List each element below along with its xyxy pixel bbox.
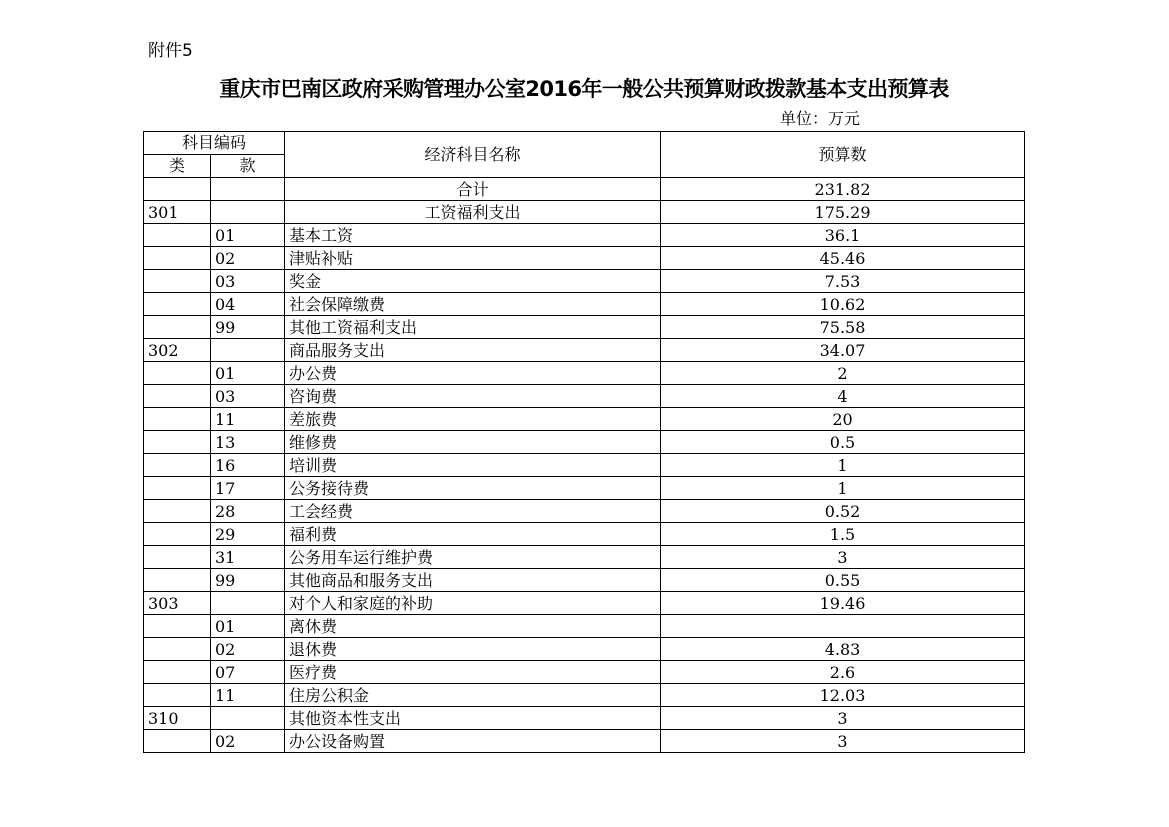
cell-lei <box>144 477 211 500</box>
cell-kuan: 16 <box>211 454 285 477</box>
table-row <box>144 316 1025 339</box>
attachment-label: 附件5 <box>148 41 193 61</box>
cell-amount: 1 <box>661 477 1025 500</box>
cell-amount: 3 <box>661 546 1025 569</box>
cell-name: 津贴补贴 <box>285 247 661 270</box>
cell-lei <box>144 247 211 270</box>
cell-amount: 2 <box>661 362 1025 385</box>
cell-name: 离休费 <box>285 615 661 638</box>
cell-kuan <box>211 201 285 224</box>
cell-lei <box>144 316 211 339</box>
header-kuan: 款 <box>211 155 285 178</box>
cell-lei <box>144 546 211 569</box>
cell-name: 差旅费 <box>285 408 661 431</box>
table-row <box>144 339 1025 362</box>
cell-kuan <box>211 592 285 615</box>
cell-name: 办公设备购置 <box>285 730 661 753</box>
table-row <box>144 385 1025 408</box>
cell-name: 工会经费 <box>285 500 661 523</box>
page-title: 重庆市巴南区政府采购管理办公室2016年一般公共预算财政拨款基本支出预算表 <box>219 77 949 101</box>
cell-kuan: 99 <box>211 569 285 592</box>
header-code-group: 科目编码 <box>144 132 285 155</box>
cell-lei <box>144 500 211 523</box>
table-row <box>144 684 1025 707</box>
table-row <box>144 523 1025 546</box>
cell-lei <box>144 615 211 638</box>
table-body <box>144 178 1025 753</box>
cell-amount: 0.52 <box>661 500 1025 523</box>
cell-name: 商品服务支出 <box>285 339 661 362</box>
cell-kuan: 04 <box>211 293 285 316</box>
table-row <box>144 201 1025 224</box>
budget-table <box>143 131 1025 753</box>
table-row <box>144 270 1025 293</box>
cell-amount: 19.46 <box>661 592 1025 615</box>
cell-amount: 231.82 <box>661 178 1025 201</box>
cell-amount: 7.53 <box>661 270 1025 293</box>
unit-label: 单位：万元 <box>780 109 861 128</box>
cell-amount: 3 <box>661 730 1025 753</box>
table-row <box>144 362 1025 385</box>
cell-lei <box>144 684 211 707</box>
cell-name: 合计 <box>285 178 661 201</box>
cell-name: 公务接待费 <box>285 477 661 500</box>
table-row <box>144 615 1025 638</box>
cell-kuan: 02 <box>211 247 285 270</box>
header-lei: 类 <box>144 155 211 178</box>
cell-kuan: 03 <box>211 385 285 408</box>
cell-name: 工资福利支出 <box>285 201 661 224</box>
cell-amount: 1.5 <box>661 523 1025 546</box>
cell-name: 维修费 <box>285 431 661 454</box>
header-amount: 预算数 <box>661 132 1025 178</box>
cell-kuan: 02 <box>211 638 285 661</box>
cell-name: 办公费 <box>285 362 661 385</box>
cell-name: 其他工资福利支出 <box>285 316 661 339</box>
cell-amount: 4 <box>661 385 1025 408</box>
cell-name: 咨询费 <box>285 385 661 408</box>
cell-lei: 301 <box>144 201 211 224</box>
cell-kuan: 03 <box>211 270 285 293</box>
cell-amount: 75.58 <box>661 316 1025 339</box>
cell-kuan: 99 <box>211 316 285 339</box>
table-row <box>144 500 1025 523</box>
cell-kuan <box>211 339 285 362</box>
cell-kuan: 11 <box>211 408 285 431</box>
cell-amount: 3 <box>661 707 1025 730</box>
cell-lei <box>144 408 211 431</box>
cell-name: 对个人和家庭的补助 <box>285 592 661 615</box>
cell-kuan: 29 <box>211 523 285 546</box>
cell-name: 医疗费 <box>285 661 661 684</box>
cell-name: 奖金 <box>285 270 661 293</box>
table-row <box>144 247 1025 270</box>
cell-lei <box>144 362 211 385</box>
table-row <box>144 730 1025 753</box>
cell-kuan: 01 <box>211 615 285 638</box>
cell-lei <box>144 523 211 546</box>
cell-amount: 45.46 <box>661 247 1025 270</box>
cell-amount: 36.1 <box>661 224 1025 247</box>
cell-name: 退休费 <box>285 638 661 661</box>
cell-name: 其他资本性支出 <box>285 707 661 730</box>
cell-kuan: 11 <box>211 684 285 707</box>
cell-kuan: 01 <box>211 362 285 385</box>
cell-lei <box>144 293 211 316</box>
cell-lei <box>144 661 211 684</box>
cell-amount: 175.29 <box>661 201 1025 224</box>
cell-amount: 10.62 <box>661 293 1025 316</box>
table-row <box>144 638 1025 661</box>
cell-lei <box>144 431 211 454</box>
table-row <box>144 707 1025 730</box>
cell-lei <box>144 385 211 408</box>
cell-kuan: 01 <box>211 224 285 247</box>
table-row <box>144 477 1025 500</box>
table-row <box>144 178 1025 201</box>
cell-amount: 2.6 <box>661 661 1025 684</box>
cell-kuan: 02 <box>211 730 285 753</box>
table-row <box>144 454 1025 477</box>
table-row <box>144 408 1025 431</box>
cell-amount: 0.55 <box>661 569 1025 592</box>
cell-lei <box>144 224 211 247</box>
table-header <box>144 132 1025 178</box>
table-row <box>144 569 1025 592</box>
table-row <box>144 546 1025 569</box>
cell-kuan <box>211 178 285 201</box>
cell-lei <box>144 178 211 201</box>
cell-lei: 310 <box>144 707 211 730</box>
table-row <box>144 592 1025 615</box>
cell-amount: 20 <box>661 408 1025 431</box>
cell-kuan: 28 <box>211 500 285 523</box>
cell-lei <box>144 730 211 753</box>
cell-lei <box>144 569 211 592</box>
cell-name: 社会保障缴费 <box>285 293 661 316</box>
table-row <box>144 431 1025 454</box>
cell-amount: 34.07 <box>661 339 1025 362</box>
cell-lei <box>144 638 211 661</box>
cell-kuan: 07 <box>211 661 285 684</box>
cell-amount: 0.5 <box>661 431 1025 454</box>
cell-name: 住房公积金 <box>285 684 661 707</box>
cell-lei: 302 <box>144 339 211 362</box>
table-row <box>144 293 1025 316</box>
cell-lei <box>144 454 211 477</box>
table-row <box>144 661 1025 684</box>
cell-lei: 303 <box>144 592 211 615</box>
cell-amount: 1 <box>661 454 1025 477</box>
cell-name: 福利费 <box>285 523 661 546</box>
cell-kuan: 13 <box>211 431 285 454</box>
cell-name: 基本工资 <box>285 224 661 247</box>
table-row <box>144 224 1025 247</box>
header-name: 经济科目名称 <box>285 132 661 178</box>
cell-amount: 4.83 <box>661 638 1025 661</box>
cell-amount: 12.03 <box>661 684 1025 707</box>
cell-kuan <box>211 707 285 730</box>
cell-lei <box>144 270 211 293</box>
cell-name: 其他商品和服务支出 <box>285 569 661 592</box>
cell-kuan: 17 <box>211 477 285 500</box>
cell-name: 公务用车运行维护费 <box>285 546 661 569</box>
cell-kuan: 31 <box>211 546 285 569</box>
cell-name: 培训费 <box>285 454 661 477</box>
cell-amount <box>661 615 1025 638</box>
